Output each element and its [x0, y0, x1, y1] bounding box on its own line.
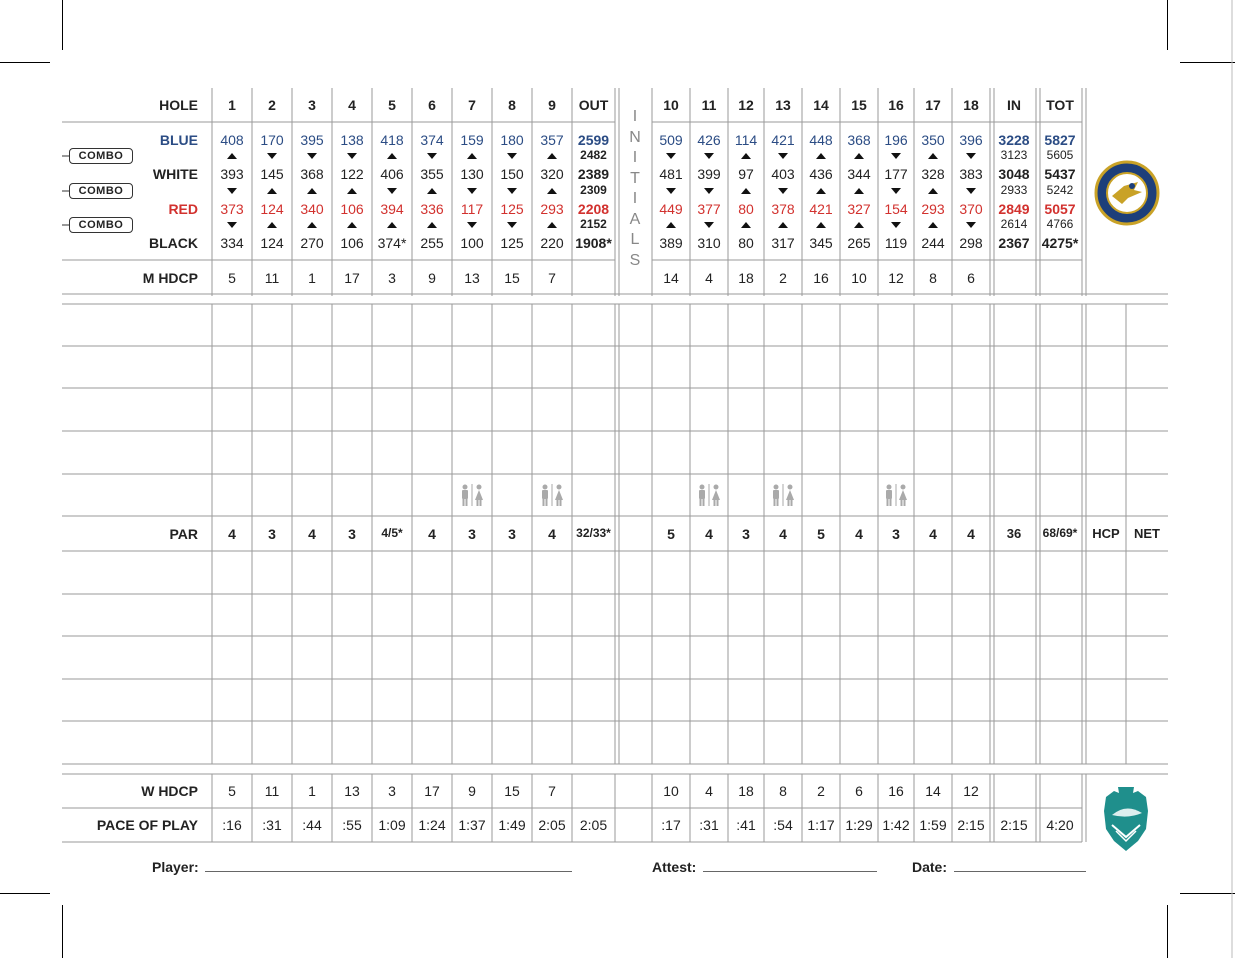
yardage: 124: [260, 201, 284, 217]
hdcp-value: 10: [663, 783, 679, 799]
restroom-icon: [462, 484, 483, 506]
yardage: 340: [300, 201, 324, 217]
arrow-up-icon: [227, 153, 237, 159]
pace-value: :54: [773, 817, 793, 833]
yardage: 336: [420, 201, 444, 217]
tee-label-blue: BLUE: [159, 132, 198, 148]
hdcp-value: 18: [738, 270, 754, 286]
yardage: 154: [884, 201, 908, 217]
initials-letter: L: [630, 231, 640, 248]
out-total: 2208: [577, 201, 610, 217]
yardage: 117: [460, 201, 484, 217]
women-hdcp-label: W HDCP: [141, 783, 198, 799]
hdcp-value: 9: [428, 270, 436, 286]
arrow-down-icon: [507, 188, 517, 194]
par-value: 4: [779, 526, 787, 542]
in-total: 2849: [998, 201, 1030, 217]
pace-value: 2:15: [957, 817, 985, 833]
yardage: 270: [300, 235, 324, 251]
arrow-up-icon: [387, 153, 397, 159]
pace-value: 1:49: [498, 817, 526, 833]
tee-label-black: BLACK: [149, 235, 198, 251]
restroom-icon: [542, 484, 563, 506]
yardage: 334: [220, 235, 244, 251]
yardage: 394: [380, 201, 404, 217]
arrow-up-icon: [816, 188, 826, 194]
yardage: 399: [697, 166, 721, 182]
yardage: 418: [380, 132, 404, 148]
pace-value: :16: [222, 817, 242, 833]
arrow-up-icon: [547, 222, 557, 228]
par-value: 3: [742, 526, 750, 542]
in-total: 3048: [998, 166, 1030, 182]
yardage: 395: [300, 132, 324, 148]
tee-label-red: RED: [168, 201, 198, 217]
yardage: 396: [959, 132, 983, 148]
pace-value: 1:37: [458, 817, 486, 833]
hole-number: 16: [888, 97, 904, 113]
yardage: 145: [260, 166, 284, 182]
par-value: 4: [428, 526, 436, 542]
emblem-logo: [1100, 785, 1152, 853]
initials-letter: S: [629, 251, 641, 269]
arrow-up-icon: [307, 188, 317, 194]
yardage: 373: [220, 201, 244, 217]
hdcp-value: 16: [813, 270, 829, 286]
crop-mark: [1180, 62, 1235, 63]
yardage: 114: [734, 132, 758, 148]
hole-number: 9: [548, 97, 556, 113]
combo-badge: COMBO: [69, 183, 133, 199]
tee-label-white: WHITE: [152, 166, 198, 182]
hdcp-value: 11: [264, 270, 280, 286]
pace-in: 2:15: [1000, 817, 1028, 833]
par-value: 3: [508, 526, 516, 542]
combo-in: 2933: [1000, 183, 1028, 197]
yardage: 293: [540, 201, 564, 217]
par-label: PAR: [169, 526, 198, 542]
yardage: 130: [460, 166, 484, 182]
yardage: 220: [540, 235, 564, 251]
combo-out: 2309: [580, 183, 607, 197]
arrow-down-icon: [966, 188, 976, 194]
player-signature-line[interactable]: [205, 871, 572, 872]
crop-mark: [0, 893, 50, 894]
arrow-up-icon: [854, 188, 864, 194]
yardage: 383: [959, 166, 983, 182]
yardage: 370: [959, 201, 983, 217]
tot-total: 5827: [1044, 132, 1076, 148]
par-value: 5: [667, 526, 675, 542]
yardage: 509: [659, 132, 683, 148]
arrow-up-icon: [307, 222, 317, 228]
initials-letter: I: [632, 149, 638, 166]
arrow-up-icon: [816, 153, 826, 159]
hole-number: 2: [268, 97, 276, 113]
arrow-up-icon: [928, 188, 938, 194]
yardage: 119: [884, 235, 908, 251]
score-row[interactable]: [62, 679, 212, 721]
combo-tot: 4766: [1046, 217, 1074, 231]
yardage: 408: [220, 132, 244, 148]
yardage: 180: [500, 132, 524, 148]
combo-tot: 5242: [1046, 183, 1074, 197]
hdcp-value: 17: [424, 783, 440, 799]
pace-value: 1:17: [807, 817, 835, 833]
yardage: 255: [420, 235, 444, 251]
tot-total: 5437: [1044, 166, 1076, 182]
pace-of-play-label: PACE OF PLAY: [96, 817, 198, 833]
arrow-up-icon: [347, 188, 357, 194]
pace-value: 1:42: [882, 817, 910, 833]
score-row[interactable]: [62, 474, 212, 516]
hole-number: 11: [701, 97, 717, 113]
hole-number: 4: [348, 97, 356, 113]
arrow-up-icon: [387, 222, 397, 228]
tot-total: 4275*: [1041, 235, 1079, 251]
hdcp-value: 12: [963, 783, 979, 799]
yardage: 426: [697, 132, 721, 148]
hole-number: 8: [508, 97, 516, 113]
combo-tot: 5605: [1046, 148, 1074, 162]
net-header: NET: [1134, 526, 1160, 541]
pace-value: 1:24: [418, 817, 446, 833]
yardage: 374*: [377, 235, 407, 251]
par-value: 3: [892, 526, 900, 542]
yardage: 377: [697, 201, 721, 217]
arrow-up-icon: [741, 222, 751, 228]
arrow-down-icon: [467, 222, 477, 228]
yardage: 125: [500, 201, 524, 217]
in-header: IN: [1007, 97, 1021, 113]
in-total: 2367: [998, 235, 1030, 251]
yardage: 344: [847, 166, 871, 182]
player-label: Player:: [152, 859, 199, 875]
arrow-down-icon: [347, 153, 357, 159]
score-row[interactable]: [62, 551, 212, 594]
par-out: 32/33*: [576, 526, 611, 540]
arrow-down-icon: [307, 153, 317, 159]
score-row[interactable]: [62, 388, 212, 431]
arrow-up-icon: [267, 188, 277, 194]
yardage: 406: [380, 166, 404, 182]
yardage: 345: [809, 235, 833, 251]
yardage: 80: [738, 235, 754, 251]
arrow-up-icon: [267, 222, 277, 228]
restroom-icon: [699, 484, 720, 506]
date-label: Date:: [912, 859, 948, 875]
arrow-down-icon: [387, 188, 397, 194]
hdcp-value: 4: [705, 270, 713, 286]
hdcp-value: 15: [504, 783, 520, 799]
yardage: 124: [260, 235, 284, 251]
hole-number: 12: [738, 97, 754, 113]
par-value: 4: [967, 526, 975, 542]
initials-letter: A: [629, 210, 641, 228]
yardage: 368: [847, 132, 871, 148]
yardage: 293: [921, 201, 945, 217]
attest-label: Attest:: [652, 859, 697, 875]
yardage: 298: [959, 235, 983, 251]
score-row[interactable]: [62, 594, 212, 636]
arrow-down-icon: [227, 188, 237, 194]
yardage: 327: [847, 201, 871, 217]
pace-value: 1:29: [845, 817, 873, 833]
arrow-down-icon: [704, 222, 714, 228]
arrow-up-icon: [741, 153, 751, 159]
par-value: 4/5*: [381, 526, 403, 540]
hdcp-value: 3: [388, 270, 396, 286]
arrow-down-icon: [267, 153, 277, 159]
yardage: 196: [884, 132, 908, 148]
combo-out: 2152: [580, 217, 607, 231]
hdcp-value: 10: [851, 270, 867, 286]
yardage: 448: [809, 132, 833, 148]
combo-in: 3123: [1000, 148, 1028, 162]
arrow-up-icon: [928, 222, 938, 228]
crop-mark: [62, 905, 63, 958]
in-total: 3228: [998, 132, 1030, 148]
yardage: 350: [921, 132, 945, 148]
combo-badge: COMBO: [69, 148, 133, 164]
par-value: 4: [308, 526, 316, 542]
hole-header-label: HOLE: [159, 97, 198, 113]
yardage: 150: [500, 166, 524, 182]
hdcp-value: 13: [344, 783, 360, 799]
pace-value: 2:05: [538, 817, 566, 833]
combo-in: 2614: [1000, 217, 1028, 231]
arrow-up-icon: [854, 222, 864, 228]
arrow-down-icon: [467, 188, 477, 194]
score-row[interactable]: [62, 304, 212, 346]
hole-number: 18: [963, 97, 979, 113]
hdcp-value: 8: [779, 783, 787, 799]
yardage: 374: [420, 132, 444, 148]
initials-letter: I: [632, 190, 638, 207]
hdcp-value: 2: [779, 270, 787, 286]
hole-number: 6: [428, 97, 436, 113]
restroom-icon: [886, 484, 907, 506]
yardage: 393: [220, 166, 244, 182]
combo-badge: COMBO: [69, 217, 133, 233]
yardage: 421: [809, 201, 833, 217]
score-row[interactable]: [62, 636, 212, 679]
hole-number: 3: [308, 97, 316, 113]
yardage: 106: [340, 235, 364, 251]
hdcp-value: 5: [228, 783, 236, 799]
combo-out: 2482: [580, 148, 607, 162]
pace-value: :44: [302, 817, 322, 833]
hdcp-value: 15: [504, 270, 520, 286]
hole-number: 14: [813, 97, 829, 113]
arrow-up-icon: [547, 188, 557, 194]
arrow-down-icon: [227, 222, 237, 228]
arrow-down-icon: [666, 188, 676, 194]
crop-mark: [0, 62, 50, 63]
arrow-up-icon: [928, 153, 938, 159]
hdcp-value: 4: [705, 783, 713, 799]
hole-number: 10: [663, 97, 679, 113]
yardage: 357: [540, 132, 564, 148]
out-total: 2389: [577, 166, 610, 182]
crop-mark: [1180, 893, 1235, 894]
score-row[interactable]: [62, 346, 212, 388]
pace-value: :55: [342, 817, 362, 833]
out-header: OUT: [578, 97, 609, 113]
yardage: 100: [460, 235, 484, 251]
hdcp-value: 1: [308, 783, 316, 799]
out-total: 2599: [577, 132, 610, 148]
hdcp-value: 14: [663, 270, 679, 286]
arrow-down-icon: [778, 153, 788, 159]
hole-number: 17: [925, 97, 941, 113]
pace-value: 1:09: [378, 817, 406, 833]
arrow-down-icon: [427, 153, 437, 159]
hdcp-value: 5: [228, 270, 236, 286]
yardage: 403: [771, 166, 795, 182]
pace-out: 2:05: [579, 817, 608, 833]
tot-total: 5057: [1044, 201, 1076, 217]
yardage: 159: [460, 132, 484, 148]
yardage: 436: [809, 166, 833, 182]
pace-value: :41: [736, 817, 756, 833]
arrow-down-icon: [891, 222, 901, 228]
arrow-down-icon: [891, 153, 901, 159]
arrow-up-icon: [427, 188, 437, 194]
crop-mark: [1167, 0, 1168, 50]
hcp-header: HCP: [1092, 526, 1120, 541]
arrow-up-icon: [427, 222, 437, 228]
par-tot: 68/69*: [1042, 526, 1078, 540]
arrow-up-icon: [778, 222, 788, 228]
hdcp-value: 18: [738, 783, 754, 799]
arrow-down-icon: [704, 188, 714, 194]
yardage: 97: [738, 166, 754, 182]
pace-tot: 4:20: [1046, 817, 1074, 833]
men-hdcp-label: M HDCP: [142, 270, 198, 286]
arrow-down-icon: [507, 153, 517, 159]
yardage: 368: [300, 166, 324, 182]
par-value: 3: [268, 526, 276, 542]
hdcp-value: 16: [888, 783, 904, 799]
arrow-down-icon: [778, 188, 788, 194]
hdcp-value: 8: [929, 270, 937, 286]
hdcp-value: 9: [468, 783, 476, 799]
arrow-down-icon: [704, 153, 714, 159]
score-row[interactable]: [62, 431, 212, 474]
restroom-icon: [773, 484, 794, 506]
pace-value: :31: [262, 817, 282, 833]
par-value: 3: [468, 526, 476, 542]
par-value: 4: [705, 526, 713, 542]
initials-letter: T: [630, 169, 640, 187]
par-value: 4: [929, 526, 937, 542]
hdcp-value: 13: [464, 270, 480, 286]
pace-value: 1:59: [919, 817, 947, 833]
hdcp-value: 11: [264, 783, 280, 799]
yardage: 355: [420, 166, 444, 182]
par-value: 4: [548, 526, 556, 542]
yardage: 80: [738, 201, 754, 217]
yardage: 138: [340, 132, 364, 148]
yardage: 320: [540, 166, 564, 182]
arrow-up-icon: [741, 188, 751, 194]
hdcp-value: 14: [925, 783, 941, 799]
yardage: 421: [771, 132, 795, 148]
arrow-up-icon: [666, 222, 676, 228]
yardage: 106: [340, 201, 364, 217]
arrow-up-icon: [467, 153, 477, 159]
out-total: 1908*: [575, 235, 612, 251]
yardage: 449: [659, 201, 683, 217]
hdcp-value: 12: [888, 270, 904, 286]
initials-letter: I: [632, 108, 638, 125]
arrow-down-icon: [966, 153, 976, 159]
yardage: 170: [260, 132, 284, 148]
par-value: 3: [348, 526, 356, 542]
yardage: 328: [921, 166, 945, 182]
hdcp-value: 7: [548, 783, 556, 799]
hole-number: 13: [775, 97, 791, 113]
club-logo: [1094, 160, 1160, 226]
hdcp-value: 1: [308, 270, 316, 286]
hdcp-value: 3: [388, 783, 396, 799]
score-row[interactable]: [62, 721, 212, 764]
pace-value: :17: [661, 817, 681, 833]
par-value: 4: [855, 526, 863, 542]
hdcp-value: 6: [967, 270, 975, 286]
date-line[interactable]: [954, 871, 1086, 872]
yardage: 244: [921, 235, 945, 251]
yardage: 125: [500, 235, 524, 251]
crop-mark: [62, 0, 63, 50]
hdcp-value: 17: [344, 270, 360, 286]
initials-letter: N: [629, 128, 641, 146]
arrow-down-icon: [666, 153, 676, 159]
yardage: 378: [771, 201, 795, 217]
yardage: 481: [659, 166, 683, 182]
yardage: 122: [340, 166, 364, 182]
arrow-down-icon: [507, 222, 517, 228]
hole-number: 15: [851, 97, 867, 113]
hole-number: 1: [228, 97, 236, 113]
par-in: 36: [1006, 526, 1022, 541]
par-value: 5: [817, 526, 825, 542]
hole-number: 7: [468, 97, 476, 113]
par-value: 4: [228, 526, 236, 542]
hdcp-value: 6: [855, 783, 863, 799]
yardage: 265: [847, 235, 871, 251]
attest-signature-line[interactable]: [703, 871, 877, 872]
yardage: 317: [771, 235, 795, 251]
arrow-up-icon: [547, 153, 557, 159]
arrow-down-icon: [966, 222, 976, 228]
arrow-up-icon: [854, 153, 864, 159]
hdcp-value: 2: [817, 783, 825, 799]
yardage: 310: [697, 235, 721, 251]
yardage: 177: [884, 166, 908, 182]
tot-header: TOT: [1046, 97, 1074, 113]
hdcp-value: 7: [548, 270, 556, 286]
arrow-up-icon: [347, 222, 357, 228]
arrow-down-icon: [891, 188, 901, 194]
crop-mark: [1167, 905, 1168, 958]
pace-value: :31: [699, 817, 719, 833]
hole-number: 5: [388, 97, 396, 113]
arrow-up-icon: [816, 222, 826, 228]
yardage: 389: [659, 235, 683, 251]
